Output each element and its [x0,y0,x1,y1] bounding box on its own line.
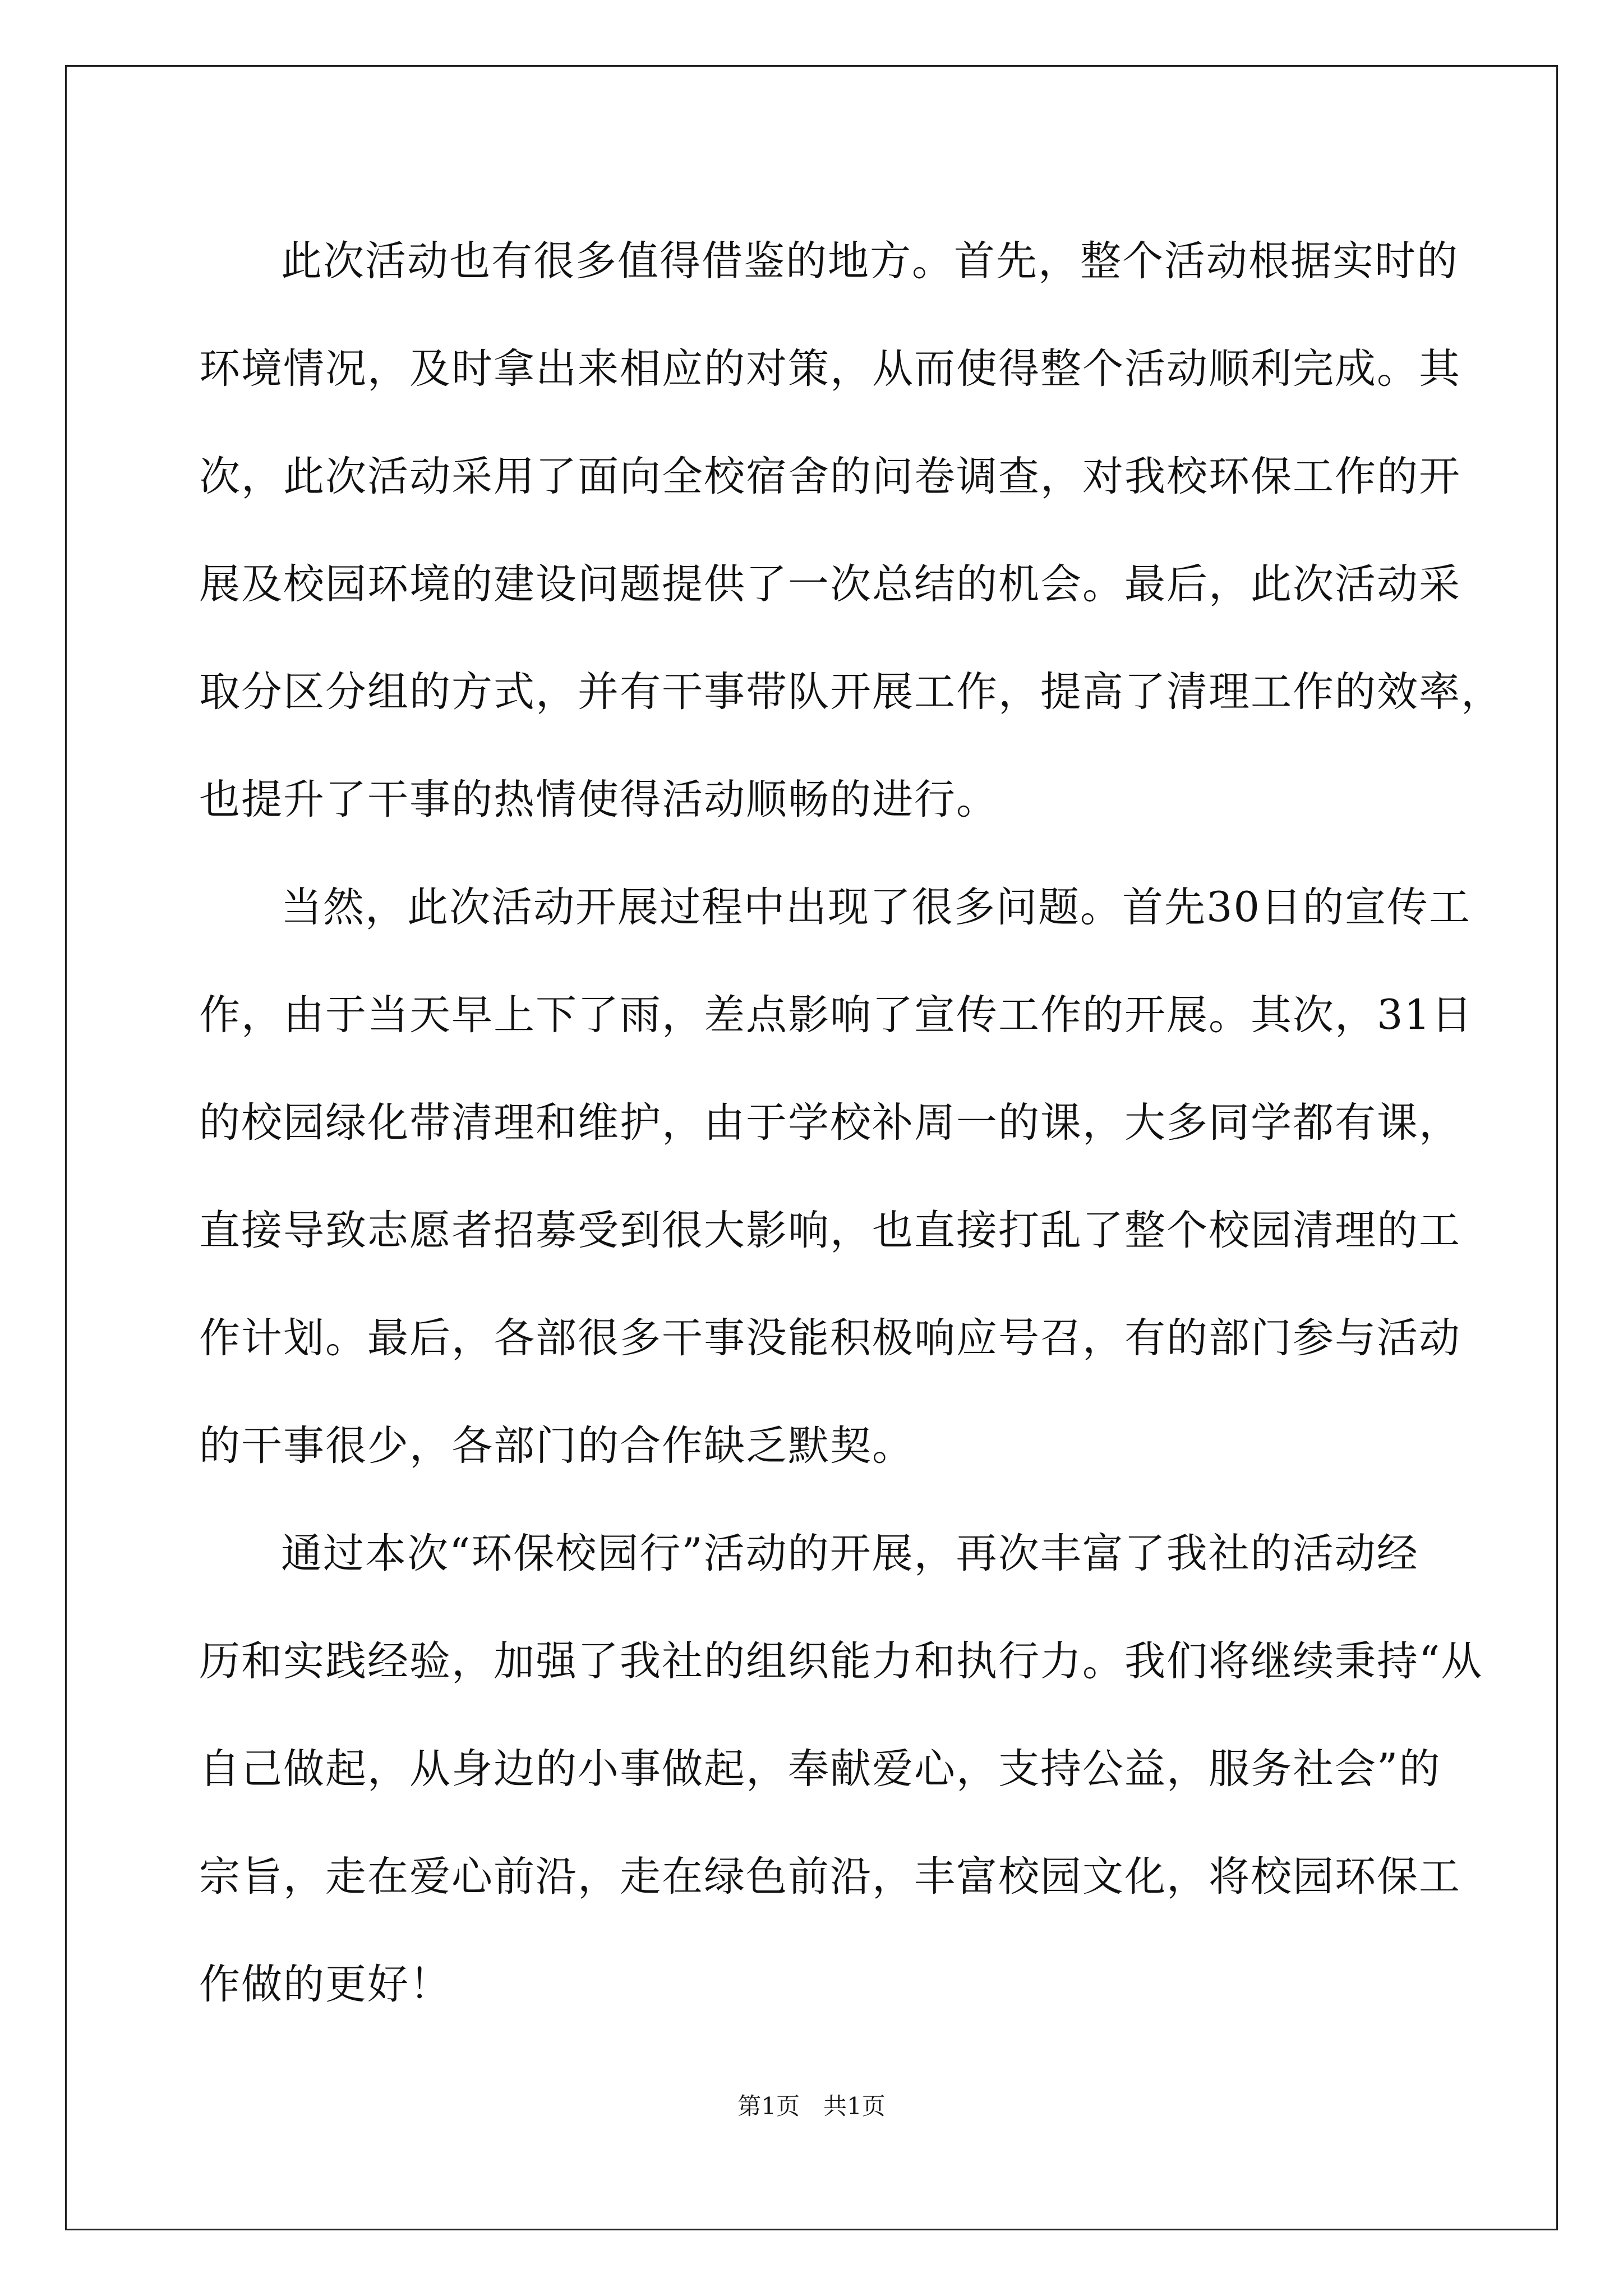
text-line: 作计划。最后，各部很多干事没能积极响应号召，有的部门参与活动 [199,1314,1461,1362]
text-line: 环境情况，及时拿出来相应的对策，从而使得整个活动顺利完成。其 [199,345,1461,393]
text-line: 宗旨，走在爱心前沿，走在绿色前沿，丰富校园文化，将校园环保工 [199,1853,1461,1901]
text-line: 作，由于当天早上下了雨，差点影响了宣传工作的开展。其次，31日 [199,991,1473,1039]
text-line: 的校园绿化带清理和维护，由于学校补周一的课，大多同学都有课， [199,1099,1461,1147]
text-line: 次，此次活动采用了面向全校宿舍的问卷调查，对我校环保工作的开 [199,453,1461,500]
text-line: 自己做起，从身边的小事做起，奉献爱心，支持公益，服务社会”的 [199,1745,1441,1793]
text-line: 作做的更好！ [199,1961,451,2008]
text-line: 当然，此次活动开展过程中出现了很多问题。首先30日的宣传工 [281,884,1471,931]
text-line: 通过本次“环保校园行”活动的开展，再次丰富了我社的活动经 [281,1530,1419,1577]
text-line: 取分区分组的方式，并有干事带队开展工作，提高了清理工作的效率， [199,668,1503,716]
page-footer: 第1页 共1页 [737,2092,886,2120]
text-line: 也提升了干事的热情使得活动顺畅的进行。 [199,776,998,823]
paragraph-2 [199,854,1472,1500]
paragraph-3 [199,1500,1483,2039]
document-body [199,208,1503,2039]
text-line: 此次活动也有很多值得借鉴的地方。首先，整个活动根据实时的 [281,237,1459,285]
text-line: 历和实践经验，加强了我社的组织能力和执行力。我们将继续秉持“从 [199,1637,1483,1685]
text-line: 的干事很少，各部门的合作缺乏默契。 [199,1422,914,1470]
paragraph-1 [199,208,1503,854]
text-line: 直接导致志愿者招募受到很大影响，也直接打乱了整个校园清理的工 [199,1207,1461,1254]
text-line: 展及校园环境的建设问题提供了一次总结的机会。最后，此次活动采 [199,560,1461,608]
